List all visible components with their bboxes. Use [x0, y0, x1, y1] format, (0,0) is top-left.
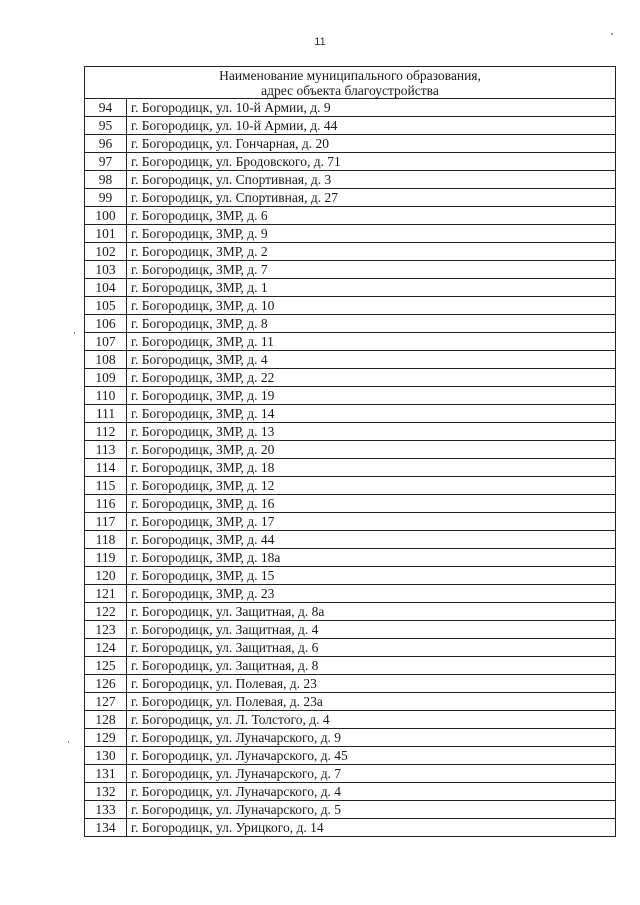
row-address: г. Богородицк, ЗМР, д. 10: [127, 297, 616, 315]
table-header-row: [85, 67, 616, 99]
table-row: [85, 567, 616, 585]
table-row: [85, 693, 616, 711]
row-number: 108: [85, 351, 127, 369]
table-row: [85, 189, 616, 207]
row-address: г. Богородицк, ул. Луначарского, д. 4: [127, 783, 616, 801]
address-table: [84, 66, 616, 837]
table-row: [85, 153, 616, 171]
table-row: [85, 549, 616, 567]
row-address: г. Богородицк, ул. Бродовского, д. 71: [127, 153, 616, 171]
row-address: г. Богородицк, ЗМР, д. 19: [127, 387, 616, 405]
table-row: [85, 225, 616, 243]
table-row: [85, 333, 616, 351]
table-row: [85, 531, 616, 549]
row-address: г. Богородицк, ЗМР, д. 8: [127, 315, 616, 333]
table-row: [85, 801, 616, 819]
table-row: [85, 495, 616, 513]
row-address: г. Богородицк, ул. Защитная, д. 6: [127, 639, 616, 657]
scan-speck: [74, 332, 75, 334]
table-row: [85, 243, 616, 261]
row-number: 119: [85, 549, 127, 567]
table-row: [85, 261, 616, 279]
row-address: г. Богородицк, ЗМР, д. 18: [127, 459, 616, 477]
table-row: [85, 639, 616, 657]
row-number: 128: [85, 711, 127, 729]
row-address: г. Богородицк, ул. Спортивная, д. 3: [127, 171, 616, 189]
table-row: [85, 171, 616, 189]
row-address: г. Богородицк, ул. Урицкого, д. 14: [127, 819, 616, 837]
row-address: г. Богородицк, ул. Полевая, д. 23: [127, 675, 616, 693]
row-number: 132: [85, 783, 127, 801]
row-number: 123: [85, 621, 127, 639]
row-number: 111: [85, 405, 127, 423]
table-body: [85, 99, 616, 837]
row-number: 120: [85, 567, 127, 585]
row-address: г. Богородицк, ЗМР, д. 44: [127, 531, 616, 549]
row-number: 126: [85, 675, 127, 693]
row-number: 110: [85, 387, 127, 405]
row-address: г. Богородицк, ЗМР, д. 18а: [127, 549, 616, 567]
table-row: [85, 315, 616, 333]
table-row: [85, 783, 616, 801]
row-address: г. Богородицк, ул. Луначарского, д. 5: [127, 801, 616, 819]
row-number: 122: [85, 603, 127, 621]
row-address: г. Богородицк, ЗМР, д. 22: [127, 369, 616, 387]
row-number: 130: [85, 747, 127, 765]
row-address: г. Богородицк, ул. Защитная, д. 8а: [127, 603, 616, 621]
row-number: 109: [85, 369, 127, 387]
table-row: [85, 405, 616, 423]
row-address: г. Богородицк, ЗМР, д. 13: [127, 423, 616, 441]
table-row: [85, 729, 616, 747]
row-number: 113: [85, 441, 127, 459]
row-number: 98: [85, 171, 127, 189]
table-row: [85, 423, 616, 441]
table-row: [85, 207, 616, 225]
row-address: г. Богородицк, ЗМР, д. 1: [127, 279, 616, 297]
row-address: г. Богородицк, ЗМР, д. 4: [127, 351, 616, 369]
row-number: 95: [85, 117, 127, 135]
row-number: 125: [85, 657, 127, 675]
row-number: 107: [85, 333, 127, 351]
row-number: 129: [85, 729, 127, 747]
row-address: г. Богородицк, ЗМР, д. 20: [127, 441, 616, 459]
row-number: 104: [85, 279, 127, 297]
row-number: 96: [85, 135, 127, 153]
table-row: [85, 765, 616, 783]
row-number: 99: [85, 189, 127, 207]
scan-speck: [68, 741, 69, 743]
row-address: г. Богородицк, ЗМР, д. 7: [127, 261, 616, 279]
table-row: [85, 297, 616, 315]
row-number: 118: [85, 531, 127, 549]
row-address: г. Богородицк, ул. Луначарского, д. 9: [127, 729, 616, 747]
row-number: 94: [85, 99, 127, 117]
row-address: г. Богородицк, ЗМР, д. 2: [127, 243, 616, 261]
row-number: 127: [85, 693, 127, 711]
row-address: г. Богородицк, ул. Луначарского, д. 45: [127, 747, 616, 765]
row-number: 101: [85, 225, 127, 243]
row-number: 133: [85, 801, 127, 819]
row-number: 106: [85, 315, 127, 333]
row-number: 100: [85, 207, 127, 225]
row-address: г. Богородицк, ЗМР, д. 9: [127, 225, 616, 243]
row-number: 102: [85, 243, 127, 261]
row-address: г. Богородицк, ЗМР, д. 6: [127, 207, 616, 225]
table-row: [85, 351, 616, 369]
table-row: [85, 477, 616, 495]
row-address: г. Богородицк, ул. Луначарского, д. 7: [127, 765, 616, 783]
row-address: г. Богородицк, ул. Защитная, д. 8: [127, 657, 616, 675]
table-row: [85, 585, 616, 603]
row-number: 134: [85, 819, 127, 837]
row-number: 105: [85, 297, 127, 315]
table-row: [85, 441, 616, 459]
table-row: [85, 657, 616, 675]
row-address: г. Богородицк, ЗМР, д. 11: [127, 333, 616, 351]
table-row: [85, 603, 616, 621]
page-number: 11: [314, 36, 326, 48]
row-address: г. Богородицк, ул. Защитная, д. 4: [127, 621, 616, 639]
table-row: [85, 747, 616, 765]
table-row: [85, 621, 616, 639]
row-number: 131: [85, 765, 127, 783]
row-number: 116: [85, 495, 127, 513]
header-line-1: Наименование муниципального образования,: [219, 68, 481, 83]
row-address: г. Богородицк, ул. Л. Толстого, д. 4: [127, 711, 616, 729]
table-row: [85, 459, 616, 477]
row-address: г. Богородицк, ул. Полевая, д. 23а: [127, 693, 616, 711]
table-row: [85, 369, 616, 387]
row-address: г. Богородицк, ул. Спортивная, д. 27: [127, 189, 616, 207]
table-row: [85, 513, 616, 531]
row-number: 124: [85, 639, 127, 657]
row-address: г. Богородицк, ЗМР, д. 17: [127, 513, 616, 531]
row-number: 112: [85, 423, 127, 441]
row-number: 103: [85, 261, 127, 279]
row-number: 121: [85, 585, 127, 603]
table-row: [85, 279, 616, 297]
table-row: [85, 99, 616, 117]
table-row: [85, 675, 616, 693]
table-header: [85, 67, 616, 99]
row-number: 117: [85, 513, 127, 531]
scan-speck: [611, 33, 613, 35]
row-address: г. Богородицк, ЗМР, д. 23: [127, 585, 616, 603]
row-address: г. Богородицк, ул. 10-й Армии, д. 9: [127, 99, 616, 117]
row-number: 114: [85, 459, 127, 477]
table-row: [85, 711, 616, 729]
row-number: 115: [85, 477, 127, 495]
row-address: г. Богородицк, ЗМР, д. 16: [127, 495, 616, 513]
row-address: г. Богородицк, ЗМР, д. 14: [127, 405, 616, 423]
row-address: г. Богородицк, ЗМР, д. 12: [127, 477, 616, 495]
table-row: [85, 819, 616, 837]
table-row: [85, 117, 616, 135]
row-address: г. Богородицк, ЗМР, д. 15: [127, 567, 616, 585]
row-number: 97: [85, 153, 127, 171]
table-row: [85, 135, 616, 153]
row-address: г. Богородицк, ул. 10-й Армии, д. 44: [127, 117, 616, 135]
row-address: г. Богородицк, ул. Гончарная, д. 20: [127, 135, 616, 153]
header-line-2: адрес объекта благоустройства: [261, 83, 439, 98]
table-row: [85, 387, 616, 405]
